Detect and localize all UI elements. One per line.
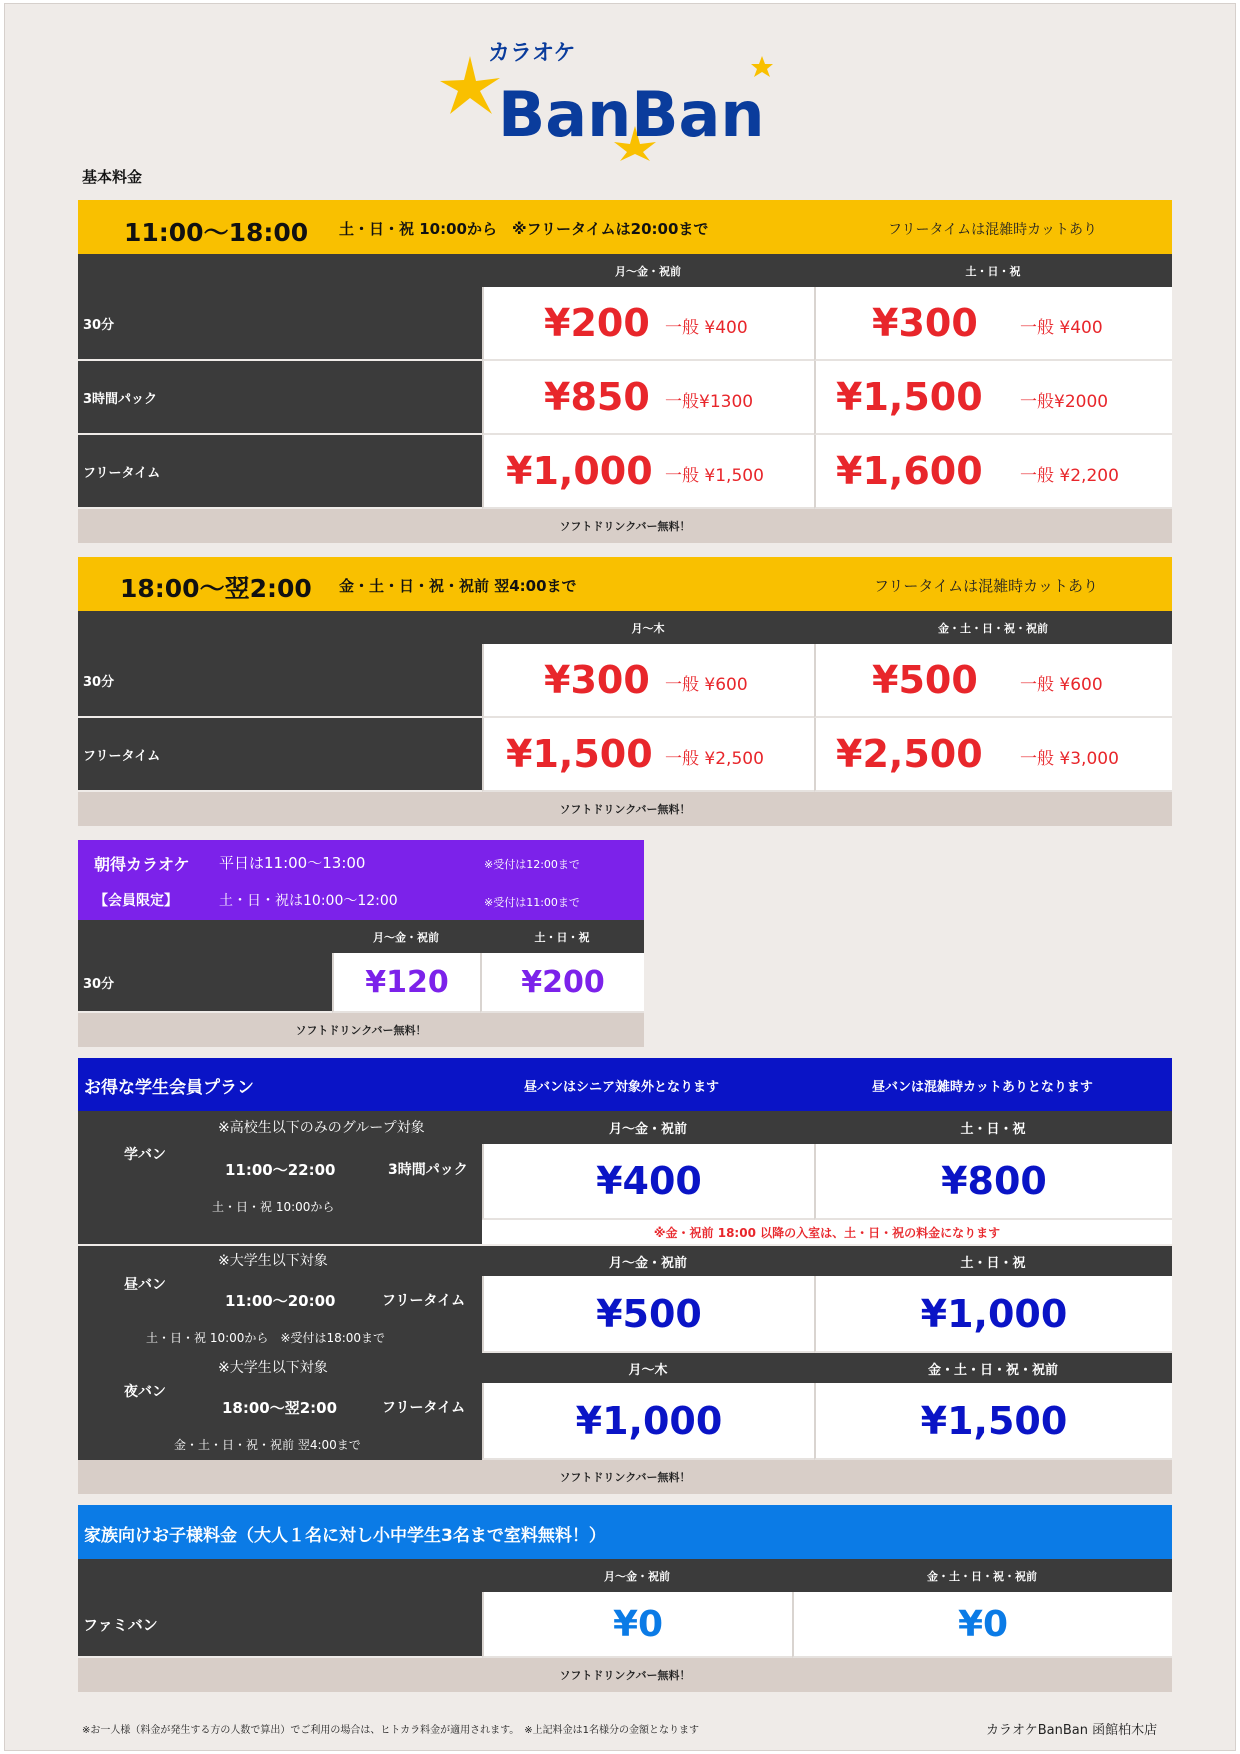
morning-note2: ※受付は11:00まで [484, 896, 580, 909]
morning-column-header [78, 920, 644, 953]
price-cell [814, 1276, 1172, 1353]
day-col1: 月〜金・祝前 [615, 264, 681, 278]
day-column-header [78, 254, 1172, 287]
gaku-col1: 月〜金・祝前 [608, 1122, 687, 1137]
member-price: ¥1,000 [506, 449, 653, 493]
plan-pack: フリータイム [382, 1293, 466, 1309]
price-cell [480, 953, 644, 1013]
student-title: お得な学生会員プラン [84, 1078, 254, 1098]
row-label: 30分 [78, 287, 482, 361]
general-price: 一般¥2000 [1020, 392, 1109, 412]
member-price: ¥1,000 [575, 1398, 723, 1443]
yoru-ban-info [78, 1353, 482, 1460]
member-price: ¥400 [596, 1159, 702, 1203]
day-price-table [78, 200, 1172, 543]
footer-note: ※お一人様（料金が発生する方の人数で算出）でご利用の場合は、ヒトカラ料金が適用されます。 ※上記料金は1名様分の金額となります [82, 1725, 700, 1736]
plan-sub: 土・日・祝 10:00から [212, 1200, 335, 1214]
member-price: ¥200 [521, 964, 605, 1000]
plan-sub: 土・日・祝 10:00から ※受付は18:00まで [146, 1331, 386, 1345]
plan-time: 11:00〜22:00 [225, 1161, 336, 1179]
plan-sub: 金・土・日・祝・祝前 翌4:00まで [174, 1438, 361, 1452]
morning-weekend-time: 土・日・祝は10:00〜12:00 [219, 893, 398, 909]
soft-drink-bar [78, 509, 1172, 543]
price-cell [814, 644, 1172, 718]
hiru-col1: 月〜金・祝前 [608, 1255, 687, 1271]
general-price: 一般 ¥2,500 [665, 749, 764, 769]
plan-pack: フリータイム [382, 1400, 466, 1416]
family-column-header [78, 1559, 1172, 1592]
table-row [482, 1383, 1172, 1460]
day-header [78, 200, 1172, 254]
member-price: ¥1,600 [836, 449, 983, 493]
night-col1: 月〜木 [631, 621, 665, 635]
night-column-header [78, 611, 1172, 644]
member-price: ¥800 [941, 1159, 1047, 1203]
table-row [78, 1592, 1172, 1658]
row-label: 3時間パック [78, 361, 482, 435]
hiru-ban-info [78, 1246, 482, 1353]
row-label: 30分 [78, 953, 332, 1013]
family-header [78, 1505, 1172, 1559]
soft-drink-note: ソフトドリンクバー無料！ [559, 1471, 691, 1484]
member-price: ¥120 [365, 964, 449, 1000]
price-cell [482, 644, 814, 718]
price-cell [814, 435, 1172, 509]
table-row [482, 1144, 1172, 1220]
night-price-table [78, 557, 1172, 826]
basic-price-title: 基本料金 [82, 168, 143, 186]
general-price: 一般 ¥400 [1020, 318, 1103, 338]
member-price: ¥2,500 [836, 732, 983, 776]
price-cell [814, 718, 1172, 792]
family-col2: 金・土・日・祝・祝前 [927, 1569, 1037, 1583]
gaku-column-header [482, 1111, 1172, 1144]
table-row [78, 718, 1172, 792]
price-cell [482, 287, 814, 361]
plan-pack: 3時間パック [388, 1162, 468, 1178]
price-cell [792, 1592, 1172, 1658]
member-only-badge: 【会員限定】 [94, 893, 178, 909]
table-row [78, 644, 1172, 718]
student-note-right: 昼バンは混雑時カットありとなります [872, 1080, 1093, 1095]
gaku-ban-prices [482, 1111, 1172, 1244]
row-label: ファミバン [78, 1592, 482, 1658]
yoru-column-header [482, 1353, 1172, 1383]
plan-name: 夜バン [124, 1384, 166, 1400]
general-price: 一般 ¥3,000 [1020, 749, 1119, 769]
member-price: ¥0 [612, 1603, 664, 1645]
general-price: 一般 ¥400 [665, 318, 748, 338]
member-price: ¥0 [957, 1603, 1009, 1645]
morning-title: 朝得カラオケ [94, 855, 190, 874]
table-row [78, 361, 1172, 435]
price-cell [814, 361, 1172, 435]
yoru-col1: 月〜木 [628, 1362, 668, 1378]
hiru-ban-prices [482, 1246, 1172, 1353]
member-price: ¥300 [872, 301, 978, 345]
gaku-col2: 土・日・祝 [960, 1122, 1026, 1137]
hiru-col2: 土・日・祝 [960, 1255, 1026, 1271]
family-col1: 月〜金・祝前 [604, 1569, 670, 1583]
general-price: 一般¥1300 [665, 392, 754, 412]
soft-drink-bar [78, 1658, 1172, 1692]
member-price: ¥1,000 [920, 1291, 1068, 1336]
plan-name: 学バン [124, 1147, 166, 1163]
plan-target: ※大学生以下対象 [218, 1253, 328, 1269]
morning-header [78, 840, 644, 920]
member-price: ¥300 [544, 658, 650, 702]
member-price: ¥1,500 [920, 1398, 1068, 1443]
table-row [78, 287, 1172, 361]
member-price: ¥1,500 [506, 732, 653, 776]
morning-note1: ※受付は12:00まで [484, 858, 580, 871]
soft-drink-bar [78, 792, 1172, 826]
gaku-ban-row [78, 1111, 1172, 1244]
price-cell [482, 1144, 814, 1220]
soft-drink-note: ソフトドリンクバー無料！ [295, 1024, 427, 1037]
morning-weekday-time: 平日は11:00〜13:00 [219, 854, 366, 872]
member-price: ¥1,500 [836, 375, 983, 419]
soft-drink-note: ソフトドリンクバー無料！ [559, 1669, 691, 1682]
yoru-ban-row [78, 1353, 1172, 1460]
price-cell [814, 1383, 1172, 1460]
price-cell [814, 287, 1172, 361]
row-label: フリータイム [78, 435, 482, 509]
member-price: ¥200 [544, 301, 650, 345]
general-price: 一般 ¥600 [665, 675, 748, 695]
family-price-table [78, 1505, 1172, 1692]
price-cell [482, 718, 814, 792]
day-time: 11:00〜18:00 [124, 218, 309, 247]
soft-drink-bar [78, 1013, 644, 1047]
soft-drink-note: ソフトドリンクバー無料！ [559, 803, 691, 816]
member-price: ¥500 [872, 658, 978, 702]
price-cell [814, 1144, 1172, 1220]
hiru-ban-row [78, 1244, 1172, 1353]
night-header [78, 557, 1172, 611]
price-cell [482, 1383, 814, 1460]
student-header [78, 1058, 1172, 1111]
day-right-note: フリータイムは混雑時カットあり [888, 222, 1098, 238]
general-price: 一般 ¥1,500 [665, 466, 764, 486]
gaku-ban-info [78, 1111, 482, 1244]
student-plan-table [78, 1058, 1172, 1494]
morning-price-table [78, 840, 644, 1047]
day-col2: 土・日・祝 [965, 264, 1021, 278]
brand-logo [440, 36, 780, 161]
price-cell [482, 435, 814, 509]
plan-name: 昼バン [124, 1277, 166, 1293]
yoru-ban-prices [482, 1353, 1172, 1460]
plan-target: ※高校生以下のみのグループ対象 [218, 1120, 425, 1136]
price-cell [482, 1276, 814, 1353]
price-cell [482, 361, 814, 435]
morning-col2: 土・日・祝 [534, 930, 590, 944]
price-cell [332, 953, 480, 1013]
hiru-column-header [482, 1246, 1172, 1276]
gaku-warning: ※金・祝前 18:00 以降の入室は、土・日・祝の料金になります [482, 1220, 1172, 1244]
table-row [78, 435, 1172, 509]
row-label: 30分 [78, 644, 482, 718]
general-price: 一般 ¥2,200 [1020, 466, 1119, 486]
morning-col1: 月〜金・祝前 [373, 930, 439, 944]
soft-drink-bar [78, 1460, 1172, 1494]
member-price: ¥500 [596, 1291, 702, 1336]
table-row [482, 1276, 1172, 1353]
store-name: カラオケBanBan 函館柏木店 [986, 1723, 1158, 1738]
day-note: 土・日・祝 10:00から ※フリータイムは20:00まで [339, 220, 709, 238]
night-note: 金・土・日・祝・祝前 翌4:00まで [339, 577, 577, 595]
soft-drink-note: ソフトドリンクバー無料！ [559, 520, 691, 533]
logo-top-text: カラオケ [488, 41, 576, 66]
night-col2: 金・土・日・祝・祝前 [938, 621, 1048, 635]
table-row [78, 953, 644, 1013]
student-note-mid: 昼バンはシニア対象外となります [524, 1080, 720, 1095]
row-label: フリータイム [78, 718, 482, 792]
yoru-col2: 金・土・日・祝・祝前 [927, 1362, 1058, 1378]
family-title: 家族向けお子様料金（大人１名に対し小中学生3名まで室料無料！） [84, 1526, 606, 1546]
plan-target: ※大学生以下対象 [218, 1360, 328, 1376]
night-time: 18:00〜翌2:00 [120, 574, 312, 603]
price-cell [482, 1592, 792, 1658]
night-right-note: フリータイムは混雑時カットあり [874, 577, 1098, 595]
logo-brand-text: BanBan [498, 78, 765, 151]
member-price: ¥850 [544, 375, 650, 419]
general-price: 一般 ¥600 [1020, 675, 1103, 695]
plan-time: 18:00〜翌2:00 [222, 1399, 338, 1417]
plan-time: 11:00〜20:00 [225, 1292, 336, 1310]
